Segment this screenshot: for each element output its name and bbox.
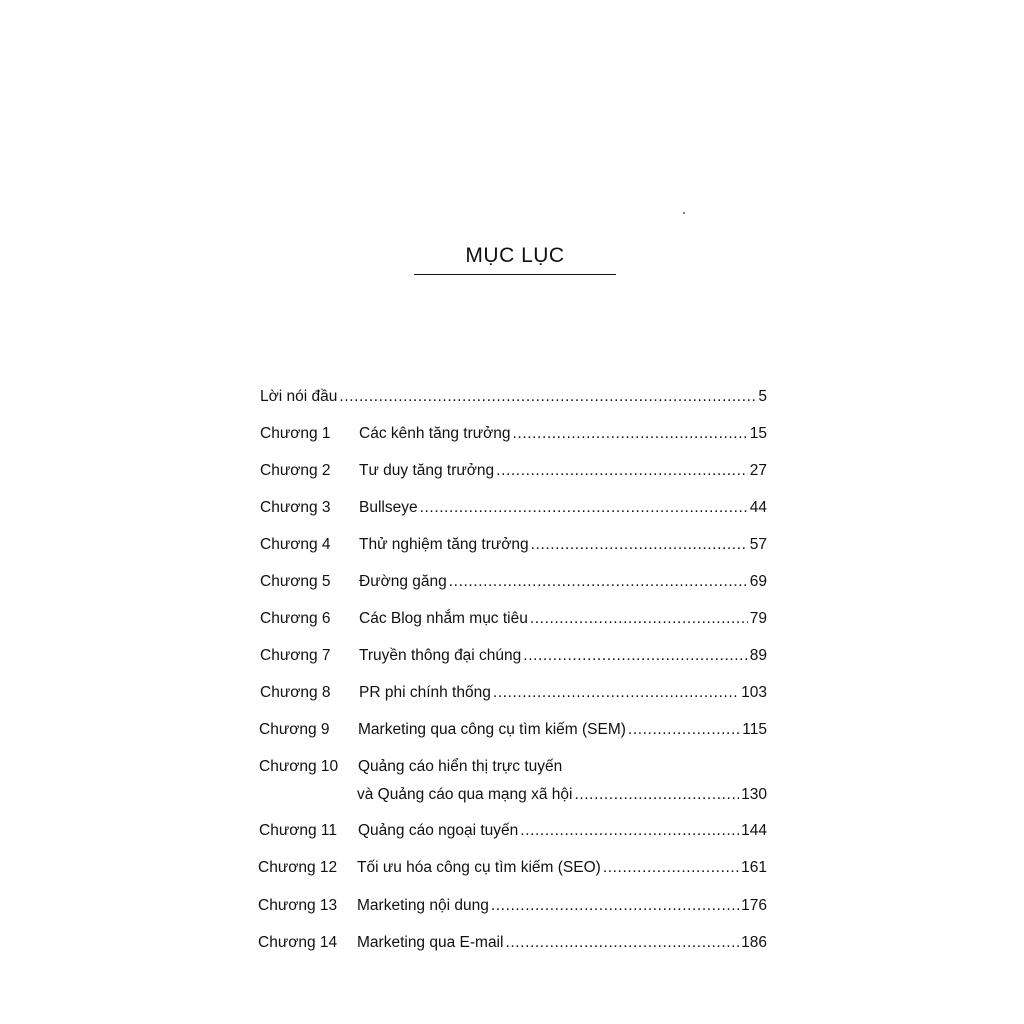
dot-leader — [603, 859, 739, 877]
entry-page-number: 161 — [741, 859, 767, 876]
entry-title: Marketing qua E-mail — [357, 934, 504, 951]
chapter-label: Chương 7 — [260, 647, 331, 664]
entry-title: Quảng cáo ngoại tuyến — [358, 822, 519, 839]
toc-entry-chapter-9 — [259, 721, 767, 743]
entry-title: Tư duy tăng trưởng — [359, 462, 495, 479]
entry-title: Lời nói đầu — [260, 388, 338, 405]
dot-leader — [339, 388, 756, 406]
entry-page-number: 15 — [749, 425, 767, 442]
entry-page-number: 115 — [742, 721, 767, 738]
entry-title: Marketing nội dung — [357, 897, 489, 914]
toc-entry-chapter-10 — [259, 758, 767, 780]
dot-leader — [493, 684, 739, 702]
chapter-label: Chương 13 — [258, 897, 338, 914]
dot-leader — [520, 822, 739, 840]
toc-entry-chapter-7 — [260, 647, 767, 669]
dot-leader — [420, 499, 748, 517]
chapter-label: Chương 6 — [260, 610, 331, 627]
toc-entry-chapter-11 — [259, 822, 767, 844]
dot-leader — [496, 462, 748, 480]
chapter-label: Chương 5 — [260, 573, 331, 590]
entry-page-number: 176 — [741, 897, 767, 914]
entry-page-number: 79 — [749, 610, 767, 627]
toc-entry-chapter-12 — [258, 859, 767, 881]
toc-entry-chapter-5 — [260, 573, 767, 595]
dot-leader — [628, 721, 740, 739]
entry-title: Các Blog nhắm mục tiêu — [359, 610, 528, 627]
dot-leader — [574, 786, 739, 804]
chapter-label: Chương 3 — [260, 499, 331, 516]
toc-entry-chapter-14 — [258, 934, 767, 956]
entry-page-number: 186 — [741, 934, 767, 951]
toc-entry-preface — [260, 388, 767, 410]
toc-entry-chapter-13 — [258, 897, 767, 919]
toc-entry-chapter-3 — [260, 499, 767, 521]
dot-leader — [505, 934, 739, 952]
toc-entry-chapter-4 — [260, 536, 767, 558]
chapter-label: Chương 10 — [259, 758, 339, 775]
toc-entry-chapter-10-continued — [357, 786, 767, 808]
entry-page-number: 103 — [741, 684, 767, 701]
entry-page-number: 130 — [741, 786, 767, 803]
dot-leader — [513, 425, 748, 443]
entry-title: PR phi chính thống — [359, 684, 491, 701]
chapter-label: Chương 4 — [260, 536, 331, 553]
entry-page-number: 69 — [749, 573, 767, 590]
chapter-label: Chương 8 — [260, 684, 331, 701]
entry-title: Tối ưu hóa công cụ tìm kiếm (SEO) — [357, 859, 601, 876]
dot-leader — [449, 573, 748, 591]
toc-entry-chapter-1 — [260, 425, 767, 447]
chapter-label: Chương 9 — [259, 721, 330, 738]
chapter-label: Chương 14 — [258, 934, 338, 951]
dot-leader — [531, 536, 748, 554]
toc-entry-chapter-8 — [260, 684, 767, 706]
entry-title: Quảng cáo hiển thị trực tuyến — [358, 758, 563, 775]
toc-entry-chapter-2 — [260, 462, 767, 484]
entry-title: Marketing qua công cụ tìm kiếm (SEM) — [358, 721, 626, 738]
entry-page-number: 5 — [758, 388, 767, 405]
entry-title: Bullseye — [359, 499, 418, 516]
chapter-label: Chương 2 — [260, 462, 331, 479]
entry-title: Đường găng — [359, 573, 447, 590]
chapter-label: Chương 1 — [260, 425, 331, 442]
chapter-label: Chương 11 — [259, 822, 337, 839]
entry-page-number: 27 — [749, 462, 767, 479]
entry-page-number: 89 — [749, 647, 767, 664]
dot-leader — [530, 610, 748, 628]
entry-page-number: 44 — [749, 499, 767, 516]
dot-leader — [491, 897, 739, 915]
dot-leader — [523, 647, 747, 665]
entry-title-continued: và Quảng cáo qua mạng xã hội — [357, 786, 573, 803]
toc-entry-chapter-6 — [260, 610, 767, 632]
page-title: MỤC LỤC — [465, 244, 565, 267]
entry-title: Các kênh tăng trưởng — [359, 425, 511, 442]
chapter-label: Chương 12 — [258, 859, 338, 876]
entry-page-number: 144 — [741, 822, 767, 839]
entry-page-number: 57 — [749, 536, 767, 553]
entry-title: Thử nghiệm tăng trưởng — [359, 536, 529, 553]
entry-title: Truyền thông đại chúng — [359, 647, 522, 664]
